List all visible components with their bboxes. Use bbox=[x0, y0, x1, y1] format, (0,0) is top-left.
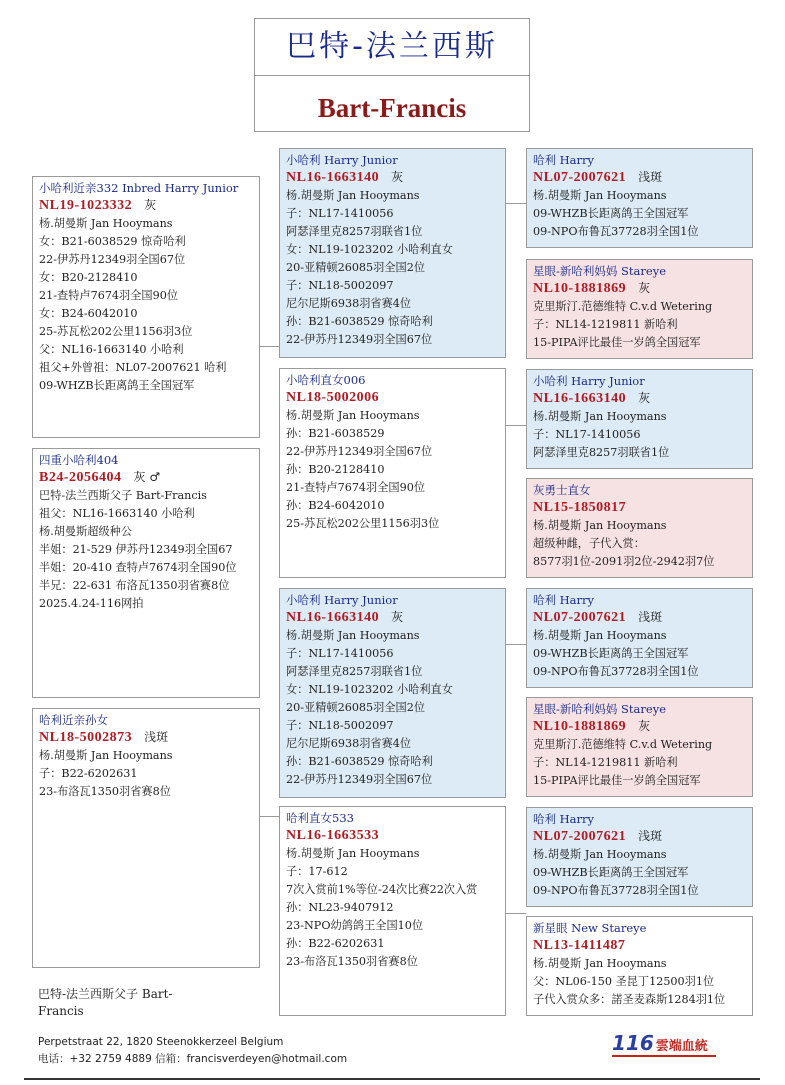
info-line: 祖父+外曾祖：NL07-2007621 哈利 bbox=[39, 361, 227, 374]
ring-number: NL07-2007621 浅斑 bbox=[533, 829, 663, 844]
pedigree-card-sds[interactable] bbox=[526, 369, 753, 469]
info-line: 23-布洛瓦1350羽省赛8位 bbox=[39, 785, 171, 798]
info-line: 子：NL14-1219811 新哈利 bbox=[533, 318, 678, 331]
bird-name: 星眼-新哈利妈妈 Stareye bbox=[533, 264, 667, 278]
info-line: 23-NPO幼鸽鸽王全国10位 bbox=[286, 919, 424, 932]
info-line: 子：B22-6202631 bbox=[39, 767, 138, 780]
pedigree-card-dss[interactable] bbox=[526, 588, 753, 688]
ring-number: NL19-1023332 灰 bbox=[39, 198, 157, 213]
info-line: 父：NL16-1663140 小哈利 bbox=[39, 343, 184, 356]
info-line: 09-NPO布鲁瓦37728羽全国1位 bbox=[533, 884, 699, 897]
ring-number: NL16-1663140 灰 bbox=[286, 170, 404, 185]
ring-number: NL10-1881869 灰 bbox=[533, 719, 651, 734]
info-line: 克里斯汀.范德维特 C.v.d Wetering bbox=[533, 300, 713, 313]
address: Perpetstraat 22, 1820 Steenokkerzeel Belgium bbox=[38, 1036, 284, 1048]
info-line: 杨.胡曼斯 Jan Hooymans bbox=[286, 409, 420, 422]
contact-info bbox=[38, 1034, 347, 1068]
bird-name: 灰勇士直女 bbox=[533, 483, 591, 497]
info-line: 子：NL18-5002097 bbox=[286, 719, 394, 732]
info-line: 23-布洛瓦1350羽省赛8位 bbox=[286, 955, 418, 968]
info-line: 父：NL06-150 圣昆丁12500羽1位 bbox=[533, 975, 715, 988]
info-line: 22-伊苏丹12349羽全国67位 bbox=[39, 253, 186, 266]
info-line: 阿瑟泽里克8257羽联省1位 bbox=[286, 225, 423, 238]
info-line: 子：NL17-1410056 bbox=[286, 207, 394, 220]
color-label: 浅斑 bbox=[638, 170, 663, 184]
bird-name: 小哈利 Harry Junior bbox=[286, 153, 398, 167]
info-line: 半姐：20-410 查特卢7674羽全国90位 bbox=[39, 561, 237, 574]
info-line: 杨.胡曼斯 Jan Hooymans bbox=[286, 189, 420, 202]
info-line: 孙：B21-6038529 惊奇哈利 bbox=[286, 315, 433, 328]
pedigree-card-ddd[interactable] bbox=[526, 916, 753, 1016]
info-line: 22-伊苏丹12349羽全国67位 bbox=[286, 773, 433, 786]
info-line: 09-NPO布鲁瓦37728羽全国1位 bbox=[533, 225, 699, 238]
color-label: 浅斑 bbox=[144, 730, 169, 744]
info-line: 子：NL17-1410056 bbox=[286, 647, 394, 660]
info-line: 子：NL14-1219811 新哈利 bbox=[533, 756, 678, 769]
info-line: 杨.胡曼斯 Jan Hooymans bbox=[39, 749, 173, 762]
color-label: 灰 bbox=[144, 198, 157, 212]
info-line: 22-伊苏丹12349羽全国67位 bbox=[286, 333, 433, 346]
info-line: 女：B21-6038529 惊奇哈利 bbox=[39, 235, 186, 248]
info-line: 女：NL19-1023202 小哈利直女 bbox=[286, 683, 453, 696]
title-english: Bart-Francis bbox=[317, 93, 467, 123]
info-line: 尼尔尼斯6938羽省赛4位 bbox=[286, 297, 412, 310]
color-label: 浅斑 bbox=[638, 829, 663, 843]
pedigree-card-dam-sire[interactable] bbox=[279, 588, 506, 798]
info-line: 孙：B20-2128410 bbox=[286, 463, 385, 476]
info-line: 7次入赏前1%等位-24次比赛22次入赏 bbox=[286, 883, 478, 896]
info-line: 超级种雌，子代入赏： bbox=[533, 537, 645, 550]
info-line: 祖父：NL16-1663140 小哈利 bbox=[39, 507, 195, 520]
bird-name: 小哈利 Harry Junior bbox=[286, 593, 398, 607]
pedigree-card-dam[interactable] bbox=[32, 708, 260, 968]
bird-name: 星眼-新哈利妈妈 Stareye bbox=[533, 702, 667, 716]
bird-name: 哈利直女533 bbox=[286, 811, 354, 825]
info-line: 09-WHZB长距离鸽王全国冠军 bbox=[533, 647, 689, 660]
connector bbox=[505, 203, 526, 204]
ring-number: NL07-2007621 浅斑 bbox=[533, 170, 663, 185]
ring-number: NL16-1663140 灰 bbox=[533, 391, 651, 406]
info-line: 15-PIPA评比最佳一岁鸽全国冠军 bbox=[533, 336, 701, 349]
info-line: 09-WHZB长距离鸽王全国冠军 bbox=[39, 379, 195, 392]
ring-number: B24-2056404 灰 ♂ bbox=[39, 470, 161, 485]
owner-name: 巴特-法兰西斯父子 Bart- Francis bbox=[38, 987, 173, 1018]
color-label: 灰 bbox=[391, 170, 404, 184]
pedigree-card-dam-dam[interactable] bbox=[279, 806, 506, 1016]
info-line: 阿瑟泽里克8257羽联省1位 bbox=[533, 446, 670, 459]
info-line: 22-伊苏丹12349羽全国67位 bbox=[286, 445, 433, 458]
bird-name: 小哈利直女006 bbox=[286, 373, 366, 387]
info-line: 孙：B21-6038529 惊奇哈利 bbox=[286, 755, 433, 768]
connector bbox=[259, 346, 280, 347]
bird-name: 哈利 Harry bbox=[533, 153, 595, 167]
bird-name: 新星眼 New Stareye bbox=[533, 921, 647, 935]
info-line: 20-亚精顿26085羽全国2位 bbox=[286, 261, 426, 274]
ring-number: NL13-1411487 bbox=[533, 938, 626, 953]
info-line: 杨.胡曼斯 Jan Hooymans bbox=[533, 410, 667, 423]
ring-number: NL10-1881869 灰 bbox=[533, 281, 651, 296]
pedigree-card-ssd[interactable] bbox=[526, 259, 753, 359]
info-line: 孙：B21-6038529 bbox=[286, 427, 385, 440]
info-line: 女：B20-2128410 bbox=[39, 271, 138, 284]
info-line: 09-NPO布鲁瓦37728羽全国1位 bbox=[533, 665, 699, 678]
info-line: 半姐：21-529 伊苏丹12349羽全国67 bbox=[39, 543, 233, 556]
info-line: 8577羽1位-2091羽2位-2942羽7位 bbox=[533, 555, 715, 568]
bird-name: 哈利 Harry bbox=[533, 593, 595, 607]
info-line: 杨.胡曼斯 Jan Hooymans bbox=[286, 629, 420, 642]
pedigree-card-dds[interactable] bbox=[526, 807, 753, 907]
bird-name: 小哈利 Harry Junior bbox=[533, 374, 645, 388]
info-line: 09-WHZB长距离鸽王全国冠军 bbox=[533, 207, 689, 220]
bird-name: 小哈利近亲332 Inbred Harry Junior bbox=[39, 181, 239, 195]
info-line: 杨.胡曼斯 Jan Hooymans bbox=[533, 629, 667, 642]
info-line: 子：17-612 bbox=[286, 865, 348, 878]
color-label: 灰 bbox=[638, 391, 651, 405]
bird-name: 哈利近亲孙女 bbox=[39, 713, 108, 727]
ring-number: NL16-1663533 bbox=[286, 828, 380, 843]
info-line: 2025.4.24-116网拍 bbox=[39, 597, 144, 610]
info-line: 15-PIPA评比最佳一岁鸽全国冠军 bbox=[533, 774, 701, 787]
info-line: 半兄：22-631 布洛瓦1350羽省赛8位 bbox=[39, 579, 230, 592]
info-line: 巴特-法兰西斯父子 Bart-Francis bbox=[39, 489, 207, 502]
info-line: 20-亚精顿26085羽全国2位 bbox=[286, 701, 426, 714]
info-line: 杨.胡曼斯 Jan Hooymans bbox=[533, 189, 667, 202]
ring-number: NL18-5002006 bbox=[286, 390, 380, 405]
connector bbox=[505, 644, 526, 645]
pedigree-card-sss[interactable] bbox=[526, 148, 753, 248]
info-line: 杨.胡曼斯 Jan Hooymans bbox=[39, 217, 173, 230]
bird-name: 四重小哈利404 bbox=[39, 453, 119, 467]
info-line: 孙：B22-6202631 bbox=[286, 937, 385, 950]
info-line: 子代入赏众多：諾圣麦森斯1284羽1位 bbox=[533, 993, 726, 1006]
connector bbox=[505, 425, 526, 426]
ring-number: NL18-5002873 浅斑 bbox=[39, 730, 169, 745]
color-label: 灰 ♂ bbox=[133, 470, 161, 484]
info-line: 09-WHZB长距离鸽王全国冠军 bbox=[533, 866, 689, 879]
info-line: 子：NL18-5002097 bbox=[286, 279, 394, 292]
info-line: 杨.胡曼斯 Jan Hooymans bbox=[533, 848, 667, 861]
connector bbox=[259, 816, 280, 817]
info-line: 21-查特卢7674羽全国90位 bbox=[286, 481, 426, 494]
info-line: 女：B24-6042010 bbox=[39, 307, 138, 320]
ring-number: NL15-1850817 bbox=[533, 500, 627, 515]
info-line: 21-查特卢7674羽全国90位 bbox=[39, 289, 179, 302]
pedigree-card-sire-dam[interactable] bbox=[279, 368, 506, 578]
info-line: 杨.胡曼斯 Jan Hooymans bbox=[533, 519, 667, 532]
info-line: 杨.胡曼斯超级种公 bbox=[39, 525, 133, 538]
color-label: 灰 bbox=[638, 719, 651, 733]
pedigree-card-sdd[interactable] bbox=[526, 478, 753, 578]
info-line: 杨.胡曼斯 Jan Hooymans bbox=[533, 957, 667, 970]
info-line: 25-苏瓦松202公里1156羽3位 bbox=[286, 517, 440, 530]
bird-name: 哈利 Harry bbox=[533, 812, 595, 826]
connector bbox=[505, 913, 526, 914]
info-line: 25-苏瓦松202公里1156羽3位 bbox=[39, 325, 193, 338]
pedigree-title bbox=[254, 18, 530, 132]
color-label: 灰 bbox=[638, 281, 651, 295]
title-chinese: 巴特-法兰西斯 bbox=[255, 19, 529, 76]
pedigree-card-sire-sire[interactable] bbox=[279, 148, 506, 358]
ring-number: NL07-2007621 浅斑 bbox=[533, 610, 663, 625]
info-line: 子：NL17-1410056 bbox=[533, 428, 641, 441]
pedigree-card-subject[interactable] bbox=[32, 448, 260, 698]
pedigree-card-dsd[interactable] bbox=[526, 697, 753, 797]
pedigree-card-sire[interactable] bbox=[32, 176, 260, 438]
bottom-rule bbox=[24, 1078, 760, 1080]
info-line: 尼尔尼斯6938羽省赛4位 bbox=[286, 737, 412, 750]
info-line: 阿瑟泽里克8257羽联省1位 bbox=[286, 665, 423, 678]
info-line: 女：NL19-1023202 小哈利直女 bbox=[286, 243, 453, 256]
info-line: 杨.胡曼斯 Jan Hooymans bbox=[286, 847, 420, 860]
ring-number: NL16-1663140 灰 bbox=[286, 610, 404, 625]
phone-email: 电话：+32 2759 4889 信箱：francisverdeyen@hotmail.com bbox=[38, 1053, 348, 1065]
info-line: 孙：NL23-9407912 bbox=[286, 901, 394, 914]
color-label: 灰 bbox=[391, 610, 404, 624]
info-line: 孙：B24-6042010 bbox=[286, 499, 385, 512]
info-line: 克里斯汀.范德维特 C.v.d Wetering bbox=[533, 738, 713, 751]
brand-logo: 116 雲端血統 bbox=[612, 1031, 708, 1055]
color-label: 浅斑 bbox=[638, 610, 663, 624]
logo-underline bbox=[612, 1055, 716, 1057]
